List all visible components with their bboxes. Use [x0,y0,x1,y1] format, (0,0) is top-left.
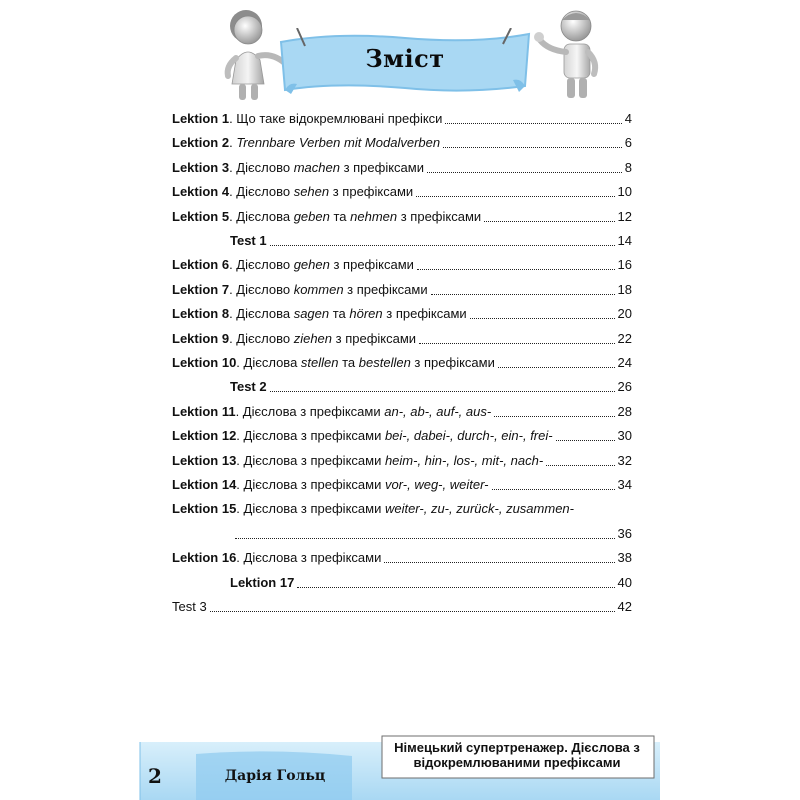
leader-dots [492,489,615,490]
toc-row[interactable] [172,401,632,423]
lesson-number: Lektion 2 [172,135,230,151]
toc-row-test[interactable] [172,376,632,398]
lesson-number: Lektion 4 [172,184,230,200]
lesson-title: . Дієслова з префіксами [236,550,382,566]
page-ref: 26 [617,379,632,395]
leader-dots [417,269,615,270]
toc-row[interactable] [172,132,632,154]
lesson-number: Lektion 5 [172,208,230,224]
lesson-number: Lektion 1 [172,111,230,126]
page-ref: 10 [617,184,632,200]
lesson-title: . Дієслово ziehen з префіксами [229,330,417,346]
toc-row-test[interactable] [172,572,632,594]
lesson-title: . Дієслова з префіксами heim-, hin-, los-, mit-, nach- [236,452,544,468]
page-ref: 24 [617,355,632,370]
toc-row[interactable] [172,157,632,179]
leader-dots [427,172,622,173]
lesson-title: . Дієслова з префіксами bei-, dabei-, durch-, ein-, frei- [236,428,553,444]
lesson-title: . Дієслова з префіксами weiter-, zu-, zurück-, zusammen- [236,501,574,517]
test-number: Lektion 17 [230,574,295,590]
page-ref: 20 [617,306,632,322]
page-ref: 4 [624,111,632,126]
page-ref: 14 [617,233,632,248]
book-title: Німецький супертренажер. Дієслова з відокремлюваними префіксами [394,740,640,770]
toc-row[interactable] [172,181,632,203]
leader-dots [484,221,615,222]
page-ref: 40 [617,574,632,590]
lesson-number: Lektion 10 [172,355,237,370]
lesson-number: Lektion 11 [172,403,236,419]
page-footer [0,730,800,800]
toc-row[interactable] [172,328,632,350]
lesson-number: Lektion 8 [172,306,230,322]
lesson-title: . Дієслова з префіксами vor-, weg-, weiter- [236,477,489,492]
leader-dots [498,367,615,368]
page-ref: 34 [617,477,632,492]
page-ref: 30 [617,428,632,444]
leader-dots [235,538,615,539]
leader-dots [270,391,615,392]
lesson-title: . Дієслово gehen з префіксами [229,257,414,273]
page-ref: 38 [617,550,632,566]
leader-dots [556,440,615,441]
test-number: Test 2 [230,379,267,395]
toc-row[interactable] [172,303,632,325]
toc-row-continuation[interactable] [172,523,632,545]
lesson-number: Lektion 16 [172,550,237,566]
boy-figure-icon [528,4,608,109]
leader-dots [419,343,615,344]
leader-dots [443,147,622,148]
page-ref: 6 [624,135,632,151]
lesson-number: Lektion 6 [172,257,230,273]
page-ref: 22 [617,330,632,346]
toc-row[interactable] [172,206,632,228]
toc-row[interactable] [172,279,632,301]
lesson-number: Lektion 15 [172,501,237,517]
lesson-title: . Дієслова sagen та hören з префіксами [229,306,467,322]
lesson-number: Lektion 14 [172,477,237,492]
page-ref: 8 [624,159,632,175]
toc-row[interactable] [172,498,632,520]
toc-row-test[interactable] [172,230,632,252]
lesson-number: Lektion 3 [172,159,230,175]
leader-dots [210,611,615,612]
lesson-number: Lektion 12 [172,428,237,444]
leader-dots [546,465,615,466]
lesson-title: . Trennbare Verben mit Modalverben [229,135,441,151]
toc-row[interactable] [172,547,632,569]
page-ref: 16 [617,257,632,273]
toc-row[interactable] [172,108,632,130]
title-banner [275,28,535,96]
page-ref: 18 [617,281,632,297]
leader-dots [470,318,615,319]
page-ref: 28 [617,403,632,419]
lesson-number: Lektion 9 [172,330,230,346]
leader-dots [270,245,615,246]
lesson-number: Lektion 13 [172,452,237,468]
page-ref: 32 [617,452,632,468]
page-ref: 36 [617,525,632,541]
lesson-title: . Дієслова з префіксами an-, ab-, auf-, aus- [235,403,492,419]
leader-dots [416,196,615,197]
test-number: Test 1 [230,233,267,248]
leader-dots [384,562,615,563]
page-number: 2 [148,764,162,788]
lesson-title: . Що таке відокремлювані префікси [229,111,443,126]
lesson-title: . Дієслово kommen з префіксами [229,281,428,297]
lesson-title: . Дієслова stellen та bestellen з префіксами [236,355,495,370]
leader-dots [431,294,615,295]
toc-row-answers[interactable] [172,596,632,618]
toc-row[interactable] [172,254,632,276]
toc-row[interactable] [172,450,632,472]
lesson-title: . Дієслово machen з префіксами [229,159,424,175]
answers-label: Test 3 [172,599,207,614]
lesson-title: . Дієслова geben та nehmen з префіксами [229,208,482,224]
leader-dots [494,416,615,417]
leader-dots [445,123,622,124]
author-name: Дарія Гольц [224,768,326,784]
page-title: Зміст [365,44,445,73]
lesson-number: Lektion 7 [172,281,230,297]
leader-dots [297,587,615,588]
lesson-title: . Дієслово sehen з префіксами [229,184,414,200]
page-ref: 42 [617,599,632,614]
page-ref: 12 [617,208,632,224]
toc-row[interactable] [172,352,632,374]
toc-row[interactable] [172,474,632,496]
toc-row[interactable] [172,425,632,447]
